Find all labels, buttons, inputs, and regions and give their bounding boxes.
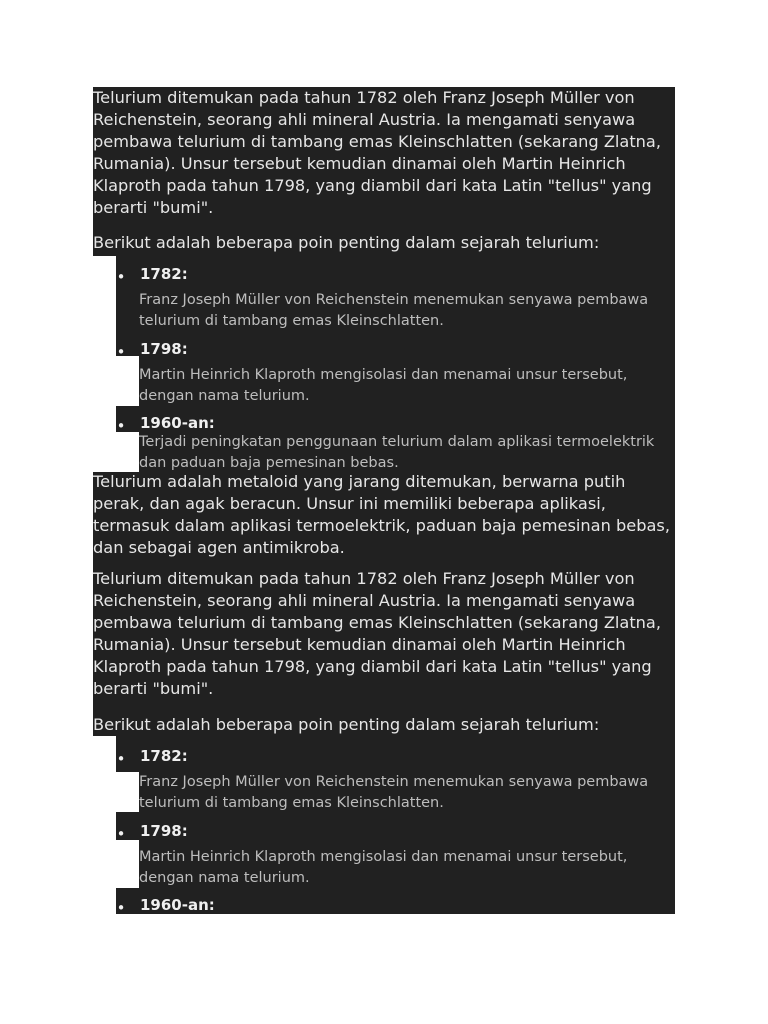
list-intro: Berikut adalah beberapa poin penting dalam sejarah telurium: xyxy=(93,715,600,734)
bullet-icon: • xyxy=(116,268,126,286)
point-description: Terjadi peningkatan penggunaan telurium dalam aplikasi termoelektrik dan paduan baja pemesinan bebas. xyxy=(139,434,655,471)
bullet-icon: • xyxy=(116,750,126,768)
list-item xyxy=(116,261,675,287)
point-year: 1798: xyxy=(140,822,188,840)
point-year: 1960-an: xyxy=(140,896,215,914)
intro-paragraph: Telurium ditemukan pada tahun 1782 oleh Franz Joseph Müller von Reichenstein, seorang ahli mineral Austria. Ia mengamati senyawa pembawa telurium di tambang emas Kleinschlatten (sekarang Zlatna, Rumania). Unsur tersebut kemudian dinamai oleh Martin Heinrich Klaproth pada tahun 1798, yang diambil dari kata Latin "tellus" yang berarti "bumi". xyxy=(93,88,661,217)
point-description: Martin Heinrich Klaproth mengisolasi dan menamai unsur tersebut, dengan nama telurium. xyxy=(139,849,628,886)
point-description: Franz Joseph Müller von Reichenstein menemukan senyawa pembawa telurium di tambang emas Kleinschlatten. xyxy=(139,774,649,811)
intro-paragraph: Telurium ditemukan pada tahun 1782 oleh Franz Joseph Müller von Reichenstein, seorang ahli mineral Austria. Ia mengamati senyawa pembawa telurium di tambang emas Kleinschlatten (sekarang Zlatna, Rumania). Unsur tersebut kemudian dinamai oleh Martin Heinrich Klaproth pada tahun 1798, yang diambil dari kata Latin "tellus" yang berarti "bumi". xyxy=(93,569,661,698)
dark-block xyxy=(116,290,139,330)
bullet-icon: • xyxy=(116,899,126,917)
list-intro: Berikut adalah beberapa poin penting dalam sejarah telurium: xyxy=(93,233,600,252)
summary-paragraph: Telurium adalah metaloid yang jarang ditemukan, berwarna putih perak, dan agak beracun. Unsur ini memiliki beberapa aplikasi, termasuk dalam aplikasi termoelektrik, paduan baja pemesinan bebas, dan sebagai agen antimikroba. xyxy=(93,472,670,557)
bullet-icon: • xyxy=(116,417,126,435)
point-year: 1782: xyxy=(140,265,188,283)
list-item xyxy=(116,818,675,844)
list-item xyxy=(116,743,675,769)
bullet-icon: • xyxy=(116,343,126,361)
bullet-icon: • xyxy=(116,825,126,843)
point-year: 1960-an: xyxy=(140,414,215,432)
point-year: 1798: xyxy=(140,340,188,358)
list-item xyxy=(116,892,675,918)
point-description: Martin Heinrich Klaproth mengisolasi dan menamai unsur tersebut, dengan nama telurium. xyxy=(139,367,628,404)
point-year: 1782: xyxy=(140,747,188,765)
list-item xyxy=(116,336,675,362)
point-description: Franz Joseph Müller von Reichenstein menemukan senyawa pembawa telurium di tambang emas Kleinschlatten. xyxy=(139,292,649,329)
